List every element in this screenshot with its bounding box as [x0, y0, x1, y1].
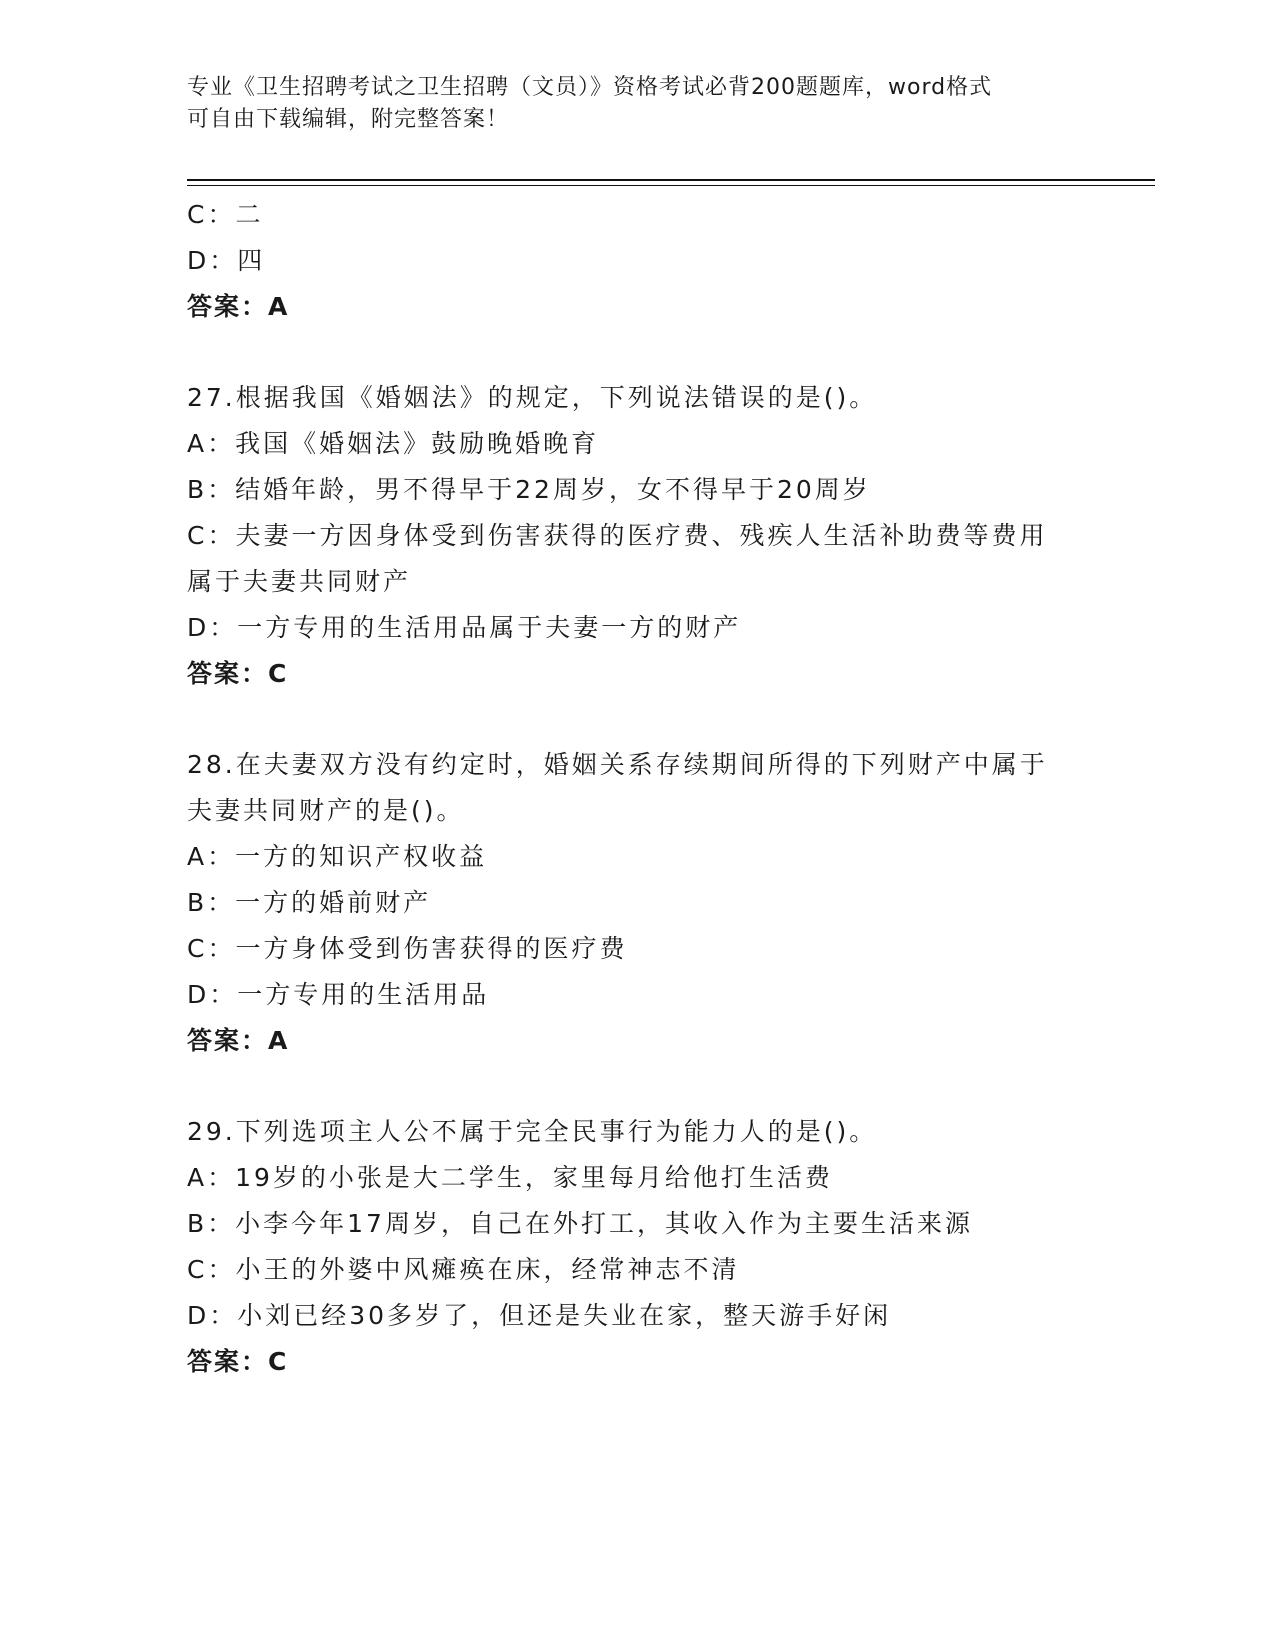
- spacer: [187, 1064, 1087, 1109]
- option-c: C：一方身体受到伤害获得的医疗费: [187, 934, 628, 963]
- option-c: C：夫妻一方因身体受到伤害获得的医疗费、残疾人生活补助费等费用: [187, 521, 1048, 550]
- question-stem-continued: 夫妻共同财产的是()。: [187, 796, 465, 825]
- answer: 答案：C: [187, 1347, 289, 1376]
- option-c-continued: 属于夫妻共同财产: [187, 567, 412, 596]
- spacer: [187, 697, 1087, 742]
- question-29: [187, 1109, 1087, 1385]
- header-line-2: 可自由下载编辑，附完整答案！: [187, 107, 510, 132]
- question-stem: 29.下列选项主人公不属于完全民事行为能力人的是()。: [187, 1117, 878, 1146]
- option-b: B：结婚年龄，男不得早于22周岁，女不得早于20周岁: [187, 475, 871, 504]
- option-d: D：四: [187, 246, 266, 275]
- option-d: D：小刘已经30多岁了，但还是失业在家，整天游手好闲: [187, 1301, 892, 1330]
- answer: 答案：C: [187, 659, 289, 688]
- option-a: A：我国《婚姻法》鼓励晚婚晚育: [187, 429, 600, 458]
- question-26-tail: [187, 192, 1087, 330]
- option-a: A：19岁的小张是大二学生，家里每月给他打生活费: [187, 1163, 833, 1192]
- option-c: C：二: [187, 200, 264, 229]
- header-line-1: 专业《卫生招聘考试之卫生招聘（文员）》资格考试必背200题题库，word格式: [187, 75, 993, 100]
- answer: 答案：A: [187, 1026, 290, 1055]
- answer: 答案：A: [187, 292, 290, 321]
- question-stem: 27.根据我国《婚姻法》的规定，下列说法错误的是()。: [187, 383, 878, 412]
- question-27: [187, 375, 1087, 697]
- header-rule-thin: [187, 185, 1155, 186]
- option-b: B：一方的婚前财产: [187, 888, 432, 917]
- option-c: C：小王的外婆中风瘫痪在床，经常神志不清: [187, 1255, 740, 1284]
- question-list: [187, 192, 1087, 1385]
- option-a: A：一方的知识产权收益: [187, 842, 488, 871]
- spacer: [187, 330, 1087, 375]
- question-28: [187, 742, 1087, 1064]
- option-b: B：小李今年17周岁，自己在外打工，其收入作为主要生活来源: [187, 1209, 973, 1238]
- option-d: D：一方专用的生活用品属于夫妻一方的财产: [187, 613, 742, 642]
- question-stem: 28.在夫妻双方没有约定时，婚姻关系存续期间所得的下列财产中属于: [187, 750, 1048, 779]
- document-header: [187, 72, 1087, 136]
- option-d: D：一方专用的生活用品: [187, 980, 490, 1009]
- header-rule-thick: [187, 179, 1155, 181]
